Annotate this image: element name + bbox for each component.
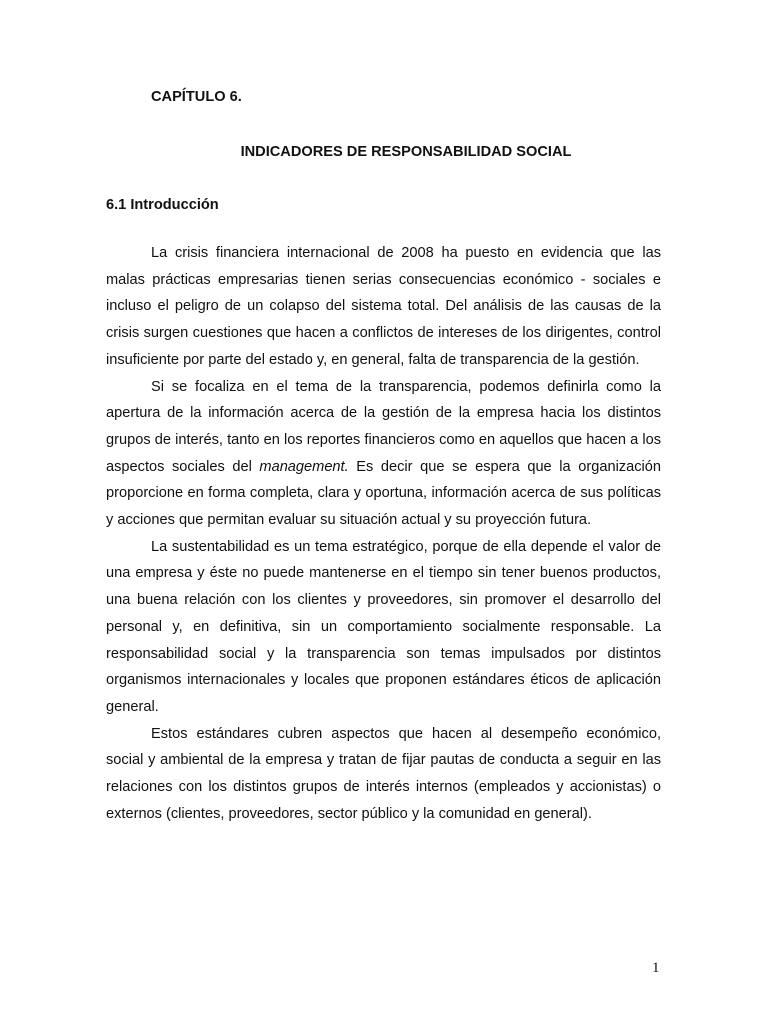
paragraph-2-text-after: Es decir que se espera que la organización proporcione en forma completa, clara y oportuna, información acerca de sus políticas y acciones que permitan evaluar su situación actual y su proyección futura. <box>106 458 661 529</box>
page-number: 1 <box>652 960 660 976</box>
paragraph-4: Estos estándares cubren aspectos que hacen al desempeño económico, social y ambiental de la empresa y tratan de fijar pautas de conducta a seguir en las relaciones con los distintos grupos de interés internos (empleados y accionistas) o externos (clientes, proveedores, sector público y la comunidad en general). <box>106 725 661 822</box>
paragraph-2 <box>106 374 661 534</box>
paragraph-1: La crisis financiera internacional de 2008 ha puesto en evidencia que las malas prácticas empresarias tienen serias consecuencias económico - sociales e incluso el peligro de un colapso del sistema total. Del análisis de las causas de la crisis surgen cuestiones que hacen a conflictos de intereses de los dirigentes, control insuficiente por parte del estado y, en general, falta de transparencia de la gestión. <box>106 245 661 368</box>
chapter-label: CAPÍTULO 6. <box>151 89 242 105</box>
paragraph-2-emphasis: management. <box>259 458 349 475</box>
chapter-title: INDICADORES DE RESPONSABILIDAD SOCIAL <box>240 144 572 160</box>
section-heading: 6.1 Introducción <box>106 197 219 213</box>
paragraph-3: La sustentabilidad es un tema estratégico, porque de ella depende el valor de una empresa y éste no puede mantenerse en el tiempo sin tener buenos productos, una buena relación con los clientes y proveedores, sin promover el desarrollo del personal y, en definitiva, sin un comportamiento socialmente responsable. La responsabilidad social y la transparencia son temas impulsados por distintos organismos internacionales y locales que proponen estándares éticos de aplicación general. <box>106 538 661 715</box>
body-text <box>106 240 661 827</box>
paragraph-2-text-before: Si se focaliza en el tema de la transparencia, podemos definirla como la apertura de la información acerca de la gestión de la empresa hacia los distintos grupos de interés, tanto en los reportes financieros como en aquellos que hacen a los aspectos sociales del <box>106 378 661 475</box>
